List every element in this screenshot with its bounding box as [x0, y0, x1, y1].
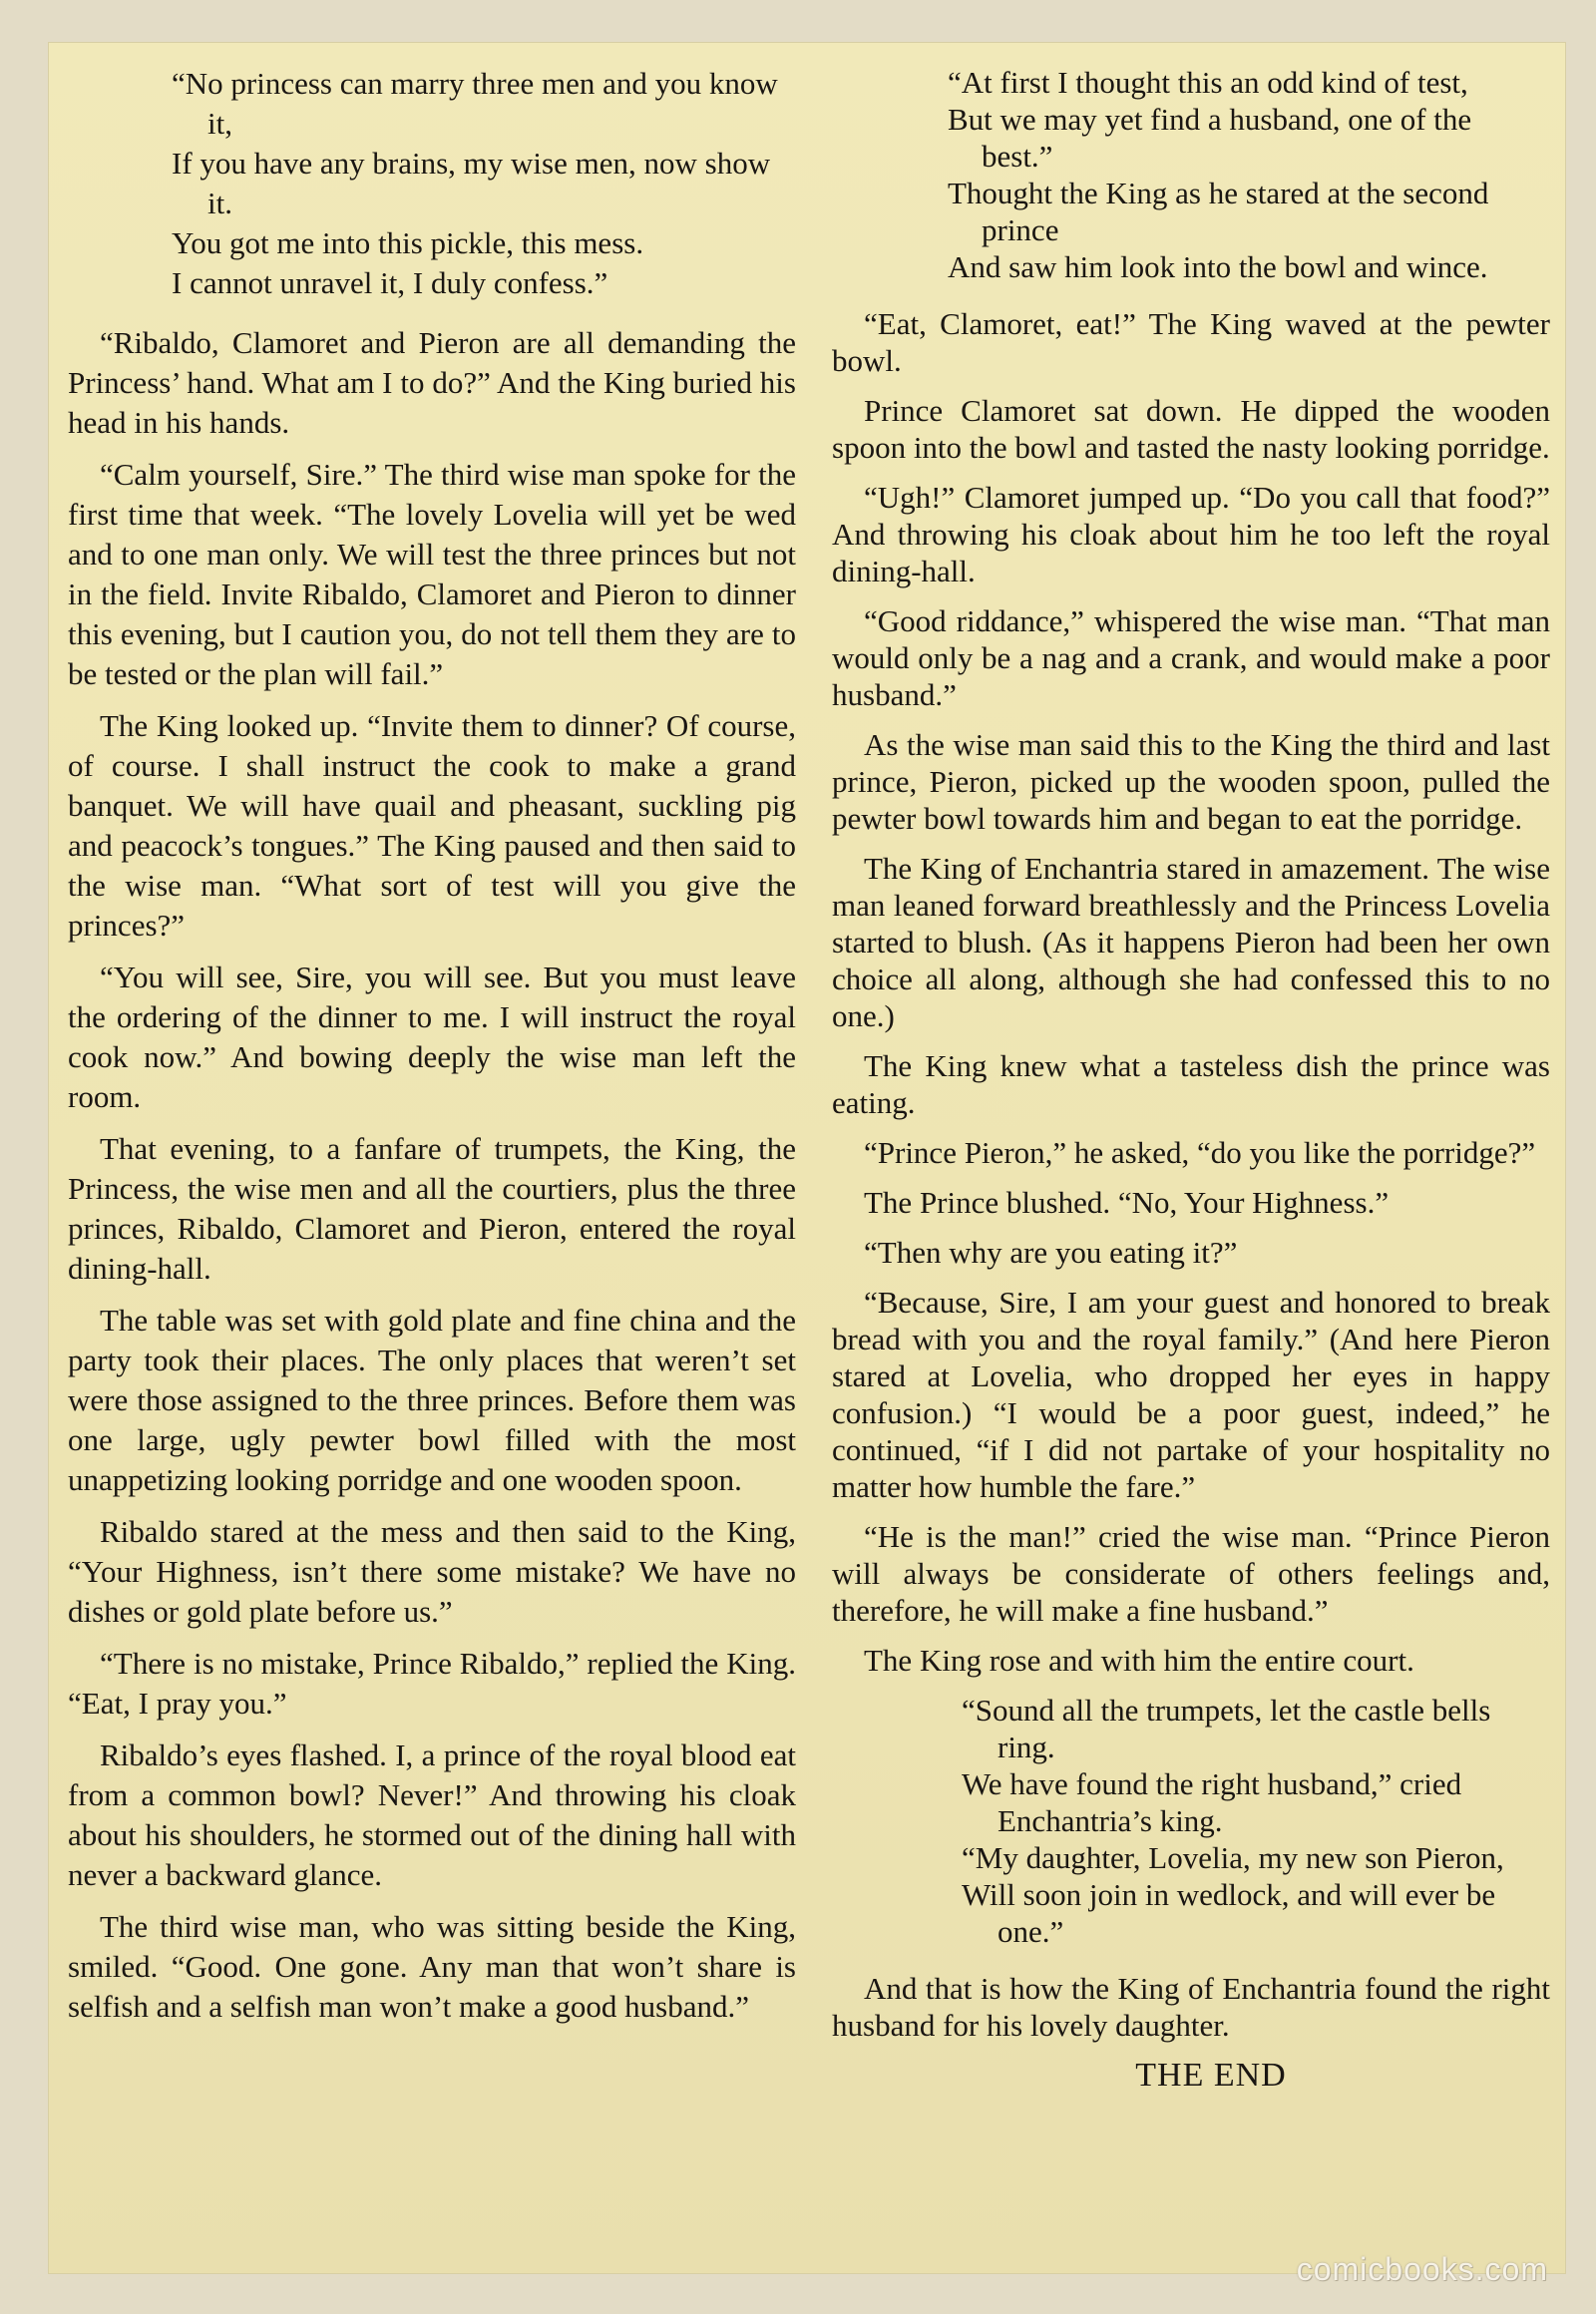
verse-line: And saw him look into the bowl and wince. [948, 249, 1488, 284]
watermark-text: comicbooks.com [1296, 2251, 1548, 2287]
paragraph: As the wise man said this to the King the third and last prince, Pieron, picked up the wooden spoon, pulled the pewter bowl towards him and began to eat the porridge. [832, 727, 1550, 836]
right-column [832, 64, 1550, 2095]
paragraph: “Prince Pieron,” he asked, “do you like the porridge?” [864, 1135, 1536, 1170]
paragraph: Ribaldo stared at the mess and then said to the King, “Your Highness, isn’t there some mistake? We have no dishes or gold plate before us.” [68, 1514, 796, 1629]
opening-verse [68, 64, 796, 303]
left-column [68, 64, 796, 2039]
verse-line: “Sound all the trumpets, let the castle bells ring. [962, 1693, 1491, 1764]
paragraph: “He is the man!” cried the wise man. “Prince Pieron will always be considerate of others feelings and, therefore, he will make a fine husband.” [832, 1519, 1550, 1628]
verse-line: “At first I thought this an odd kind of test, [948, 65, 1468, 100]
verse-line: Thought the King as he stared at the second prince [948, 176, 1489, 247]
paragraph: The King looked up. “Invite them to dinner? Of course, of course. I shall instruct the cook to make a grand banquet. We will have quail and pheasant, suckling pig and peacock’s tongues.” The King paused and then said to the wise man. “What sort of test will you give the princes?” [68, 708, 796, 943]
paragraph: The Prince blushed. “No, Your Highness.” [864, 1185, 1390, 1220]
verse-line: Will soon join in wedlock, and will ever be one.” [962, 1877, 1496, 1949]
verse-line: If you have any brains, my wise men, now show it. [172, 146, 771, 220]
verse-line: “No princess can marry three men and you know it, [172, 66, 778, 141]
paragraph: “Then why are you eating it?” [864, 1235, 1238, 1270]
paragraph: The King rose and with him the entire court. [864, 1643, 1414, 1678]
paragraph: “Good riddance,” whispered the wise man. “That man would only be a nag and a crank, and would make a poor husband.” [832, 603, 1550, 712]
verse-line: But we may yet find a husband, one of the best.” [948, 102, 1472, 174]
verse-line: “My daughter, Lovelia, my new son Pieron, [962, 1840, 1504, 1875]
paragraph: The third wise man, who was sitting beside the King, smiled. “Good. One gone. Any man that won’t share is selfish and a selfish man won’t make a good husband.” [68, 1909, 796, 2024]
closing-verse [832, 1692, 1550, 1950]
paragraph: Prince Clamoret sat down. He dipped the wooden spoon into the bowl and tasted the nasty looking porridge. [832, 393, 1550, 465]
paragraph: “Ugh!” Clamoret jumped up. “Do you call that food?” And throwing his cloak about him he too left the royal dining-hall. [832, 480, 1550, 588]
closing-paragraph: And that is how the King of Enchantria found the right husband for his lovely daughter. [832, 1971, 1550, 2043]
paragraph: “Ribaldo, Clamoret and Pieron are all demanding the Princess’ hand. What am I to do?” And the King buried his head in his hands. [68, 325, 796, 440]
verse-line: I cannot unravel it, I duly confess.” [172, 265, 608, 300]
paragraph: That evening, to a fanfare of trumpets, the King, the Princess, the wise men and all the courtiers, plus the three princes, Ribaldo, Clamoret and Pieron, entered the royal dining-hall. [68, 1131, 796, 1286]
paragraph: “Calm yourself, Sire.” The third wise man spoke for the first time that week. “The lovely Lovelia will yet be wed and to one man only. We will test the three princes but not in the field. Invite Ribaldo, Clamoret and Pieron to dinner this evening, but I caution you, do not tell them they are to be tested or the plan will fail.” [68, 457, 796, 691]
paragraph: The King knew what a tasteless dish the prince was eating. [832, 1048, 1550, 1120]
paragraph: “You will see, Sire, you will see. But you must leave the ordering of the dinner to me. I will instruct the royal cook now.” And bowing deeply the wise man left the room. [68, 960, 796, 1114]
the-end-heading: THE END [1135, 2057, 1287, 2094]
paragraph: The table was set with gold plate and fine china and the party took their places. The only places that weren’t set were those assigned to the three princes. Before them was one large, ugly pewter bowl filled with the most unappetizing looking porridge and one wooden spoon. [68, 1303, 796, 1497]
paragraph: “There is no mistake, Prince Ribaldo,” replied the King. “Eat, I pray you.” [68, 1646, 796, 1721]
paragraph: Ribaldo’s eyes flashed. I, a prince of the royal blood eat from a common bowl? Never!” And throwing his cloak about his shoulders, he stormed out of the dining hall with never a backward glance. [68, 1737, 796, 1892]
second-verse [832, 64, 1550, 285]
paragraph: The King of Enchantria stared in amazement. The wise man leaned forward breathlessly and the Princess Lovelia started to blush. (As it happens Pieron had been her own choice all along, although she had confessed this to no one.) [832, 851, 1550, 1033]
verse-line: We have found the right husband,” cried Enchantria’s king. [962, 1766, 1462, 1838]
verse-line: You got me into this pickle, this mess. [172, 225, 644, 260]
paragraph: “Eat, Clamoret, eat!” The King waved at the pewter bowl. [832, 306, 1550, 378]
paragraph: “Because, Sire, I am your guest and honored to break bread with you and the royal family.” (And here Pieron stared at Lovelia, who dropped her eyes in happy confusion.) “I would be a poor guest, indeed,” he continued, “if I did not partake of your hospitality no matter how humble the fare.” [832, 1285, 1550, 1504]
story-page [48, 42, 1566, 2274]
